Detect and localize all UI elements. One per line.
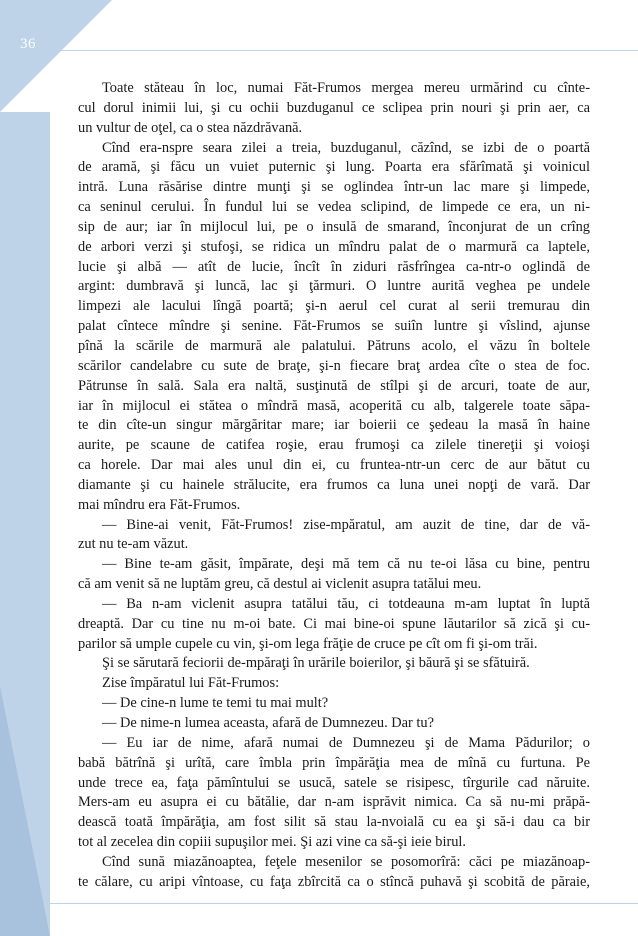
- text-line: sip de aur; iar în mijlocul lui, pe o insulă de smarand, înconjurat de un crîng: [78, 218, 590, 235]
- text-line: ca seninul cerului. În fundul lui se vedea sclipind, de limpede ce era, un ni-: [78, 199, 590, 216]
- text-line: Cînd sună miazănoaptea, feţele mesenilor se posomorîră: căci pe miazănoap-: [102, 853, 590, 870]
- text-line: Şi se sărutară feciorii de-mpăraţi în urările boierilor, şi băură şi se sfătuiră.: [102, 655, 530, 672]
- text-line: Cînd era-nspre seara zilei a treia, buzduganul, căzînd, se izbi de o poartă: [102, 139, 590, 156]
- text-line: dreaptă. Dar cu tine nu m-oi bate. Ci mai bine-oi spune lăutarilor să zică şi cu-: [78, 615, 590, 632]
- text-line: un vultur de oţel, ca o stea năzdrăvană.: [78, 119, 303, 136]
- text-line: — Eu iar de nime, afară numai de Dumnezeu şi de Mama Pădurilor; o: [102, 734, 590, 751]
- text-line: parilor să umple cupele cu vin, şi-om lega frăţie de cruce pe cît om fi şi-om trăi.: [78, 635, 538, 652]
- body-text: [78, 79, 590, 893]
- text-line: de arbori verzi şi stufoşi, se ridica un mîndru palat de o marmură ca laptele,: [78, 238, 590, 255]
- text-line: că am venit să ne luptăm greu, că destul ai viclenit asupra tatălui meu.: [78, 576, 482, 593]
- text-line: scărilor candelabre cu sute de braţe, şi-n fiecare braţ ardea cîte o stea de foc.: [78, 357, 590, 374]
- text-line: ca horele. Dar mai ales unul din ei, cu fruntea-ntr-un cerc de aur bătut cu: [78, 457, 590, 474]
- text-line: aurite, pe scaune de catifea roşie, erau frumoşi ca zilele tinereţii şi voioşi: [78, 437, 590, 454]
- text-line: — De cine-n lume te temi tu mai mult?: [102, 695, 329, 712]
- text-line: — De nime-n lumea aceasta, afară de Dumnezeu. Dar tu?: [102, 715, 435, 731]
- text-line: argint: dumbravă şi luncă, lac şi ţărmuri. O luntre aurită veghea pe undele: [78, 278, 590, 295]
- text-line: — Bine-ai venit, Făt-Frumos! zise-mpăratul, am auzit de tine, dar de vă-: [102, 516, 590, 533]
- text-line: Zise împăratul lui Făt-Frumos:: [102, 675, 280, 692]
- text-line: babă bătrînă şi urîtă, care îmbla prin împărăţia mea de mînă cu furtuna. Pe: [78, 754, 590, 771]
- top-frame-line: [50, 50, 638, 51]
- text-line: palat cîntece mîndre şi senine. Făt-Frumos se suiîn luntre şi vîslind, ajunse: [78, 318, 590, 335]
- text-line: Toate stăteau în loc, numai Făt-Frumos mergea mereu urmărind cu cînte-: [102, 80, 590, 96]
- page-number: 36: [20, 36, 36, 52]
- text-line: tot al zecelea din copiii supuşilor mei. Şi azi vine ca să-şi ieie birul.: [78, 834, 467, 851]
- text-line: — Bine te-am găsit, împărate, deşi mă tem că nu te-oi lăsa cu bine, pentru: [102, 556, 590, 573]
- text-line: limpezi ale lacului lîngă poartă; şi-n aerul cel curat al serii tremurau din: [78, 298, 590, 315]
- text-line: zut nu te-am văzut.: [78, 536, 189, 553]
- text-line: de aramă, şi făcu un vuiet puternic şi lung. Poarta era sfărîmată şi voinicul: [78, 159, 590, 176]
- text-line: Pătrunse în sală. Sala era naltă, susţinută de stîlpi şi de arcuri, toate de aur,: [78, 377, 590, 394]
- text-line: intră. Luna răsărise dintre munţi şi se oglindea într-un lac mare şi limpede,: [78, 179, 590, 196]
- text-line: iar în mijlocul ei stătea o mîndră masă, acoperită cu alb, talgerele toate săpa-: [78, 397, 590, 414]
- text-line: dească toată împărăţia, am fost silit să stau la-nvoială cu ea şi să-i dau ca bir: [78, 814, 590, 831]
- bottom-frame-line: [50, 903, 638, 904]
- text-line: pînă la scările de marmură ale palatului. Pătruns acolo, el văzu în boltele: [78, 337, 590, 354]
- text-line: unde trece ea, faţa pămîntului se usucă, satele se risipesc, tîrgurile cad năruite.: [78, 774, 590, 791]
- text-line: lucie şi albă — atît de lucie, încît în ziduri răsfrîngea ca-ntr-o oglindă de: [78, 258, 590, 275]
- text-line: — Ba n-am viclenit asupra tatălui tău, ci totdeauna m-am luptat în luptă: [102, 595, 590, 612]
- text-line: cul dorul inimii lui, şi cu ochii buzduganul ce sclipea prin nouri şi prin aer, ca: [78, 99, 590, 116]
- text-line: mai mîndru era Făt-Frumos.: [78, 496, 241, 513]
- text-line: Mers-am eu asupra ei cu bătălie, dar n-am isprăvit nimica. Ca să nu-mi prăpă-: [78, 794, 590, 811]
- text-line: te din cîte-un singur mărgăritar mare; iar boierii ce şedeau la masă în haine: [78, 417, 590, 434]
- text-line: te călare, cu aripi vîntoase, cu faţa zbîrcită ca o stîncă puhavă şi scobită de păraie,: [78, 873, 590, 890]
- text-line: diamante şi cu hainele strălucite, era frumos ca luna unei nopţi de vară. Dar: [78, 476, 590, 493]
